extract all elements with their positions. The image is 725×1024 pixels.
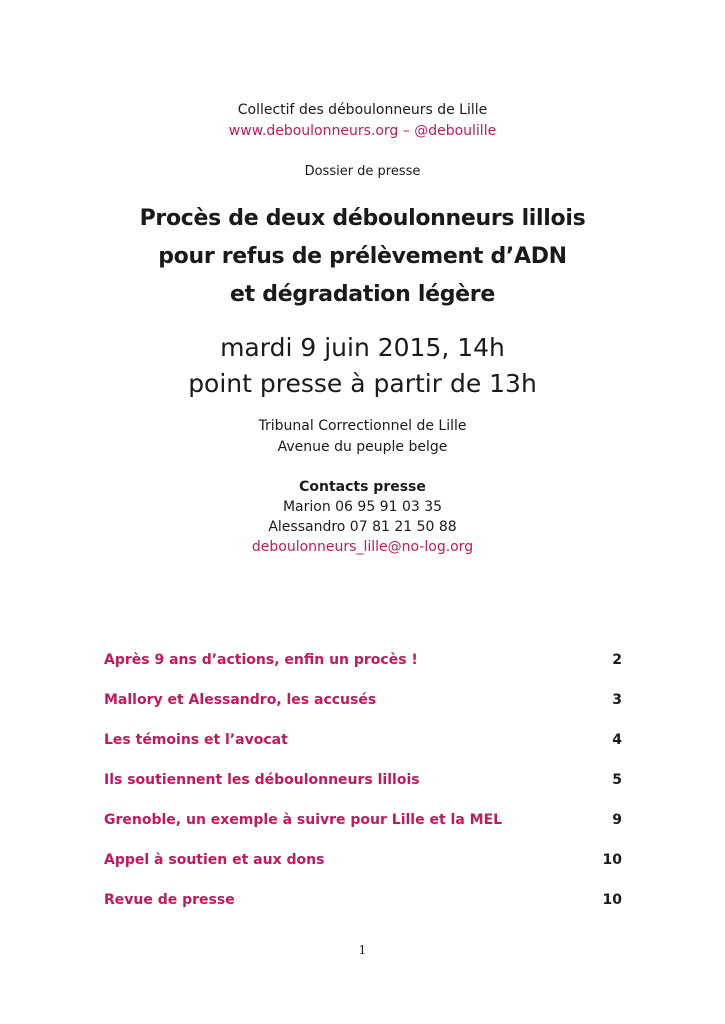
contact-marion: Marion 06 95 91 03 35 xyxy=(282,499,443,515)
toc-entry-page: 3 xyxy=(612,692,622,708)
toc-entry-title[interactable]: Les témoins et l’avocat xyxy=(104,732,288,748)
contact-alessandro: Alessandro 07 81 21 50 88 xyxy=(268,519,457,535)
table-of-contents xyxy=(104,652,622,932)
press-time: point presse à partir de 13h xyxy=(188,369,537,398)
toc-entry-title[interactable]: Revue de presse xyxy=(104,892,235,908)
toc-entry-title[interactable]: Grenoble, un exemple à suivre pour Lille et la MEL xyxy=(104,812,503,828)
event-date: mardi 9 juin 2015, 14h xyxy=(220,333,505,362)
toc-entry-title[interactable]: Appel à soutien et aux dons xyxy=(104,852,325,868)
toc-entry-page: 10 xyxy=(602,852,622,868)
main-title xyxy=(0,200,725,314)
title-line-3: et dégradation légère xyxy=(230,282,495,307)
toc-entry[interactable] xyxy=(104,772,622,812)
press-contacts xyxy=(0,477,725,557)
contact-email-link[interactable]: deboulonneurs_lille@no-log.org xyxy=(251,539,474,555)
toc-entry-page: 9 xyxy=(612,812,622,828)
title-line-1: Procès de deux déboulonneurs lillois xyxy=(139,206,586,231)
event-datetime xyxy=(0,330,725,402)
title-line-2: pour refus de prélèvement d’ADN xyxy=(158,244,567,269)
website-link[interactable]: www.deboulonneurs.org xyxy=(228,123,399,139)
toc-entry-page: 10 xyxy=(602,892,622,908)
venue-address xyxy=(0,416,725,458)
toc-entry[interactable] xyxy=(104,652,622,692)
organization-links xyxy=(0,121,725,141)
page-number: 1 xyxy=(358,943,367,957)
twitter-link[interactable]: @deboulille xyxy=(414,123,497,139)
venue-street: Avenue du peuple belge xyxy=(277,439,448,455)
toc-entry[interactable] xyxy=(104,852,622,892)
toc-entry[interactable] xyxy=(104,732,622,772)
toc-entry[interactable] xyxy=(104,892,622,932)
toc-entry-page: 4 xyxy=(612,732,622,748)
toc-entry-title[interactable]: Mallory et Alessandro, les accusés xyxy=(104,692,377,708)
contacts-heading: Contacts presse xyxy=(299,479,426,495)
toc-entry-title[interactable]: Après 9 ans d’actions, enfin un procès ! xyxy=(104,652,418,668)
venue-name: Tribunal Correctionnel de Lille xyxy=(258,418,467,434)
toc-entry[interactable] xyxy=(104,812,622,852)
toc-entry-title[interactable]: Ils soutiennent les déboulonneurs lillois xyxy=(104,772,420,788)
toc-entry-page: 5 xyxy=(612,772,622,788)
organization-name: Collectif des déboulonneurs de Lille xyxy=(237,102,488,118)
toc-entry-page: 2 xyxy=(612,652,622,668)
toc-entry[interactable] xyxy=(104,692,622,732)
document-type: Dossier de presse xyxy=(304,164,421,179)
link-separator: – xyxy=(398,123,415,139)
